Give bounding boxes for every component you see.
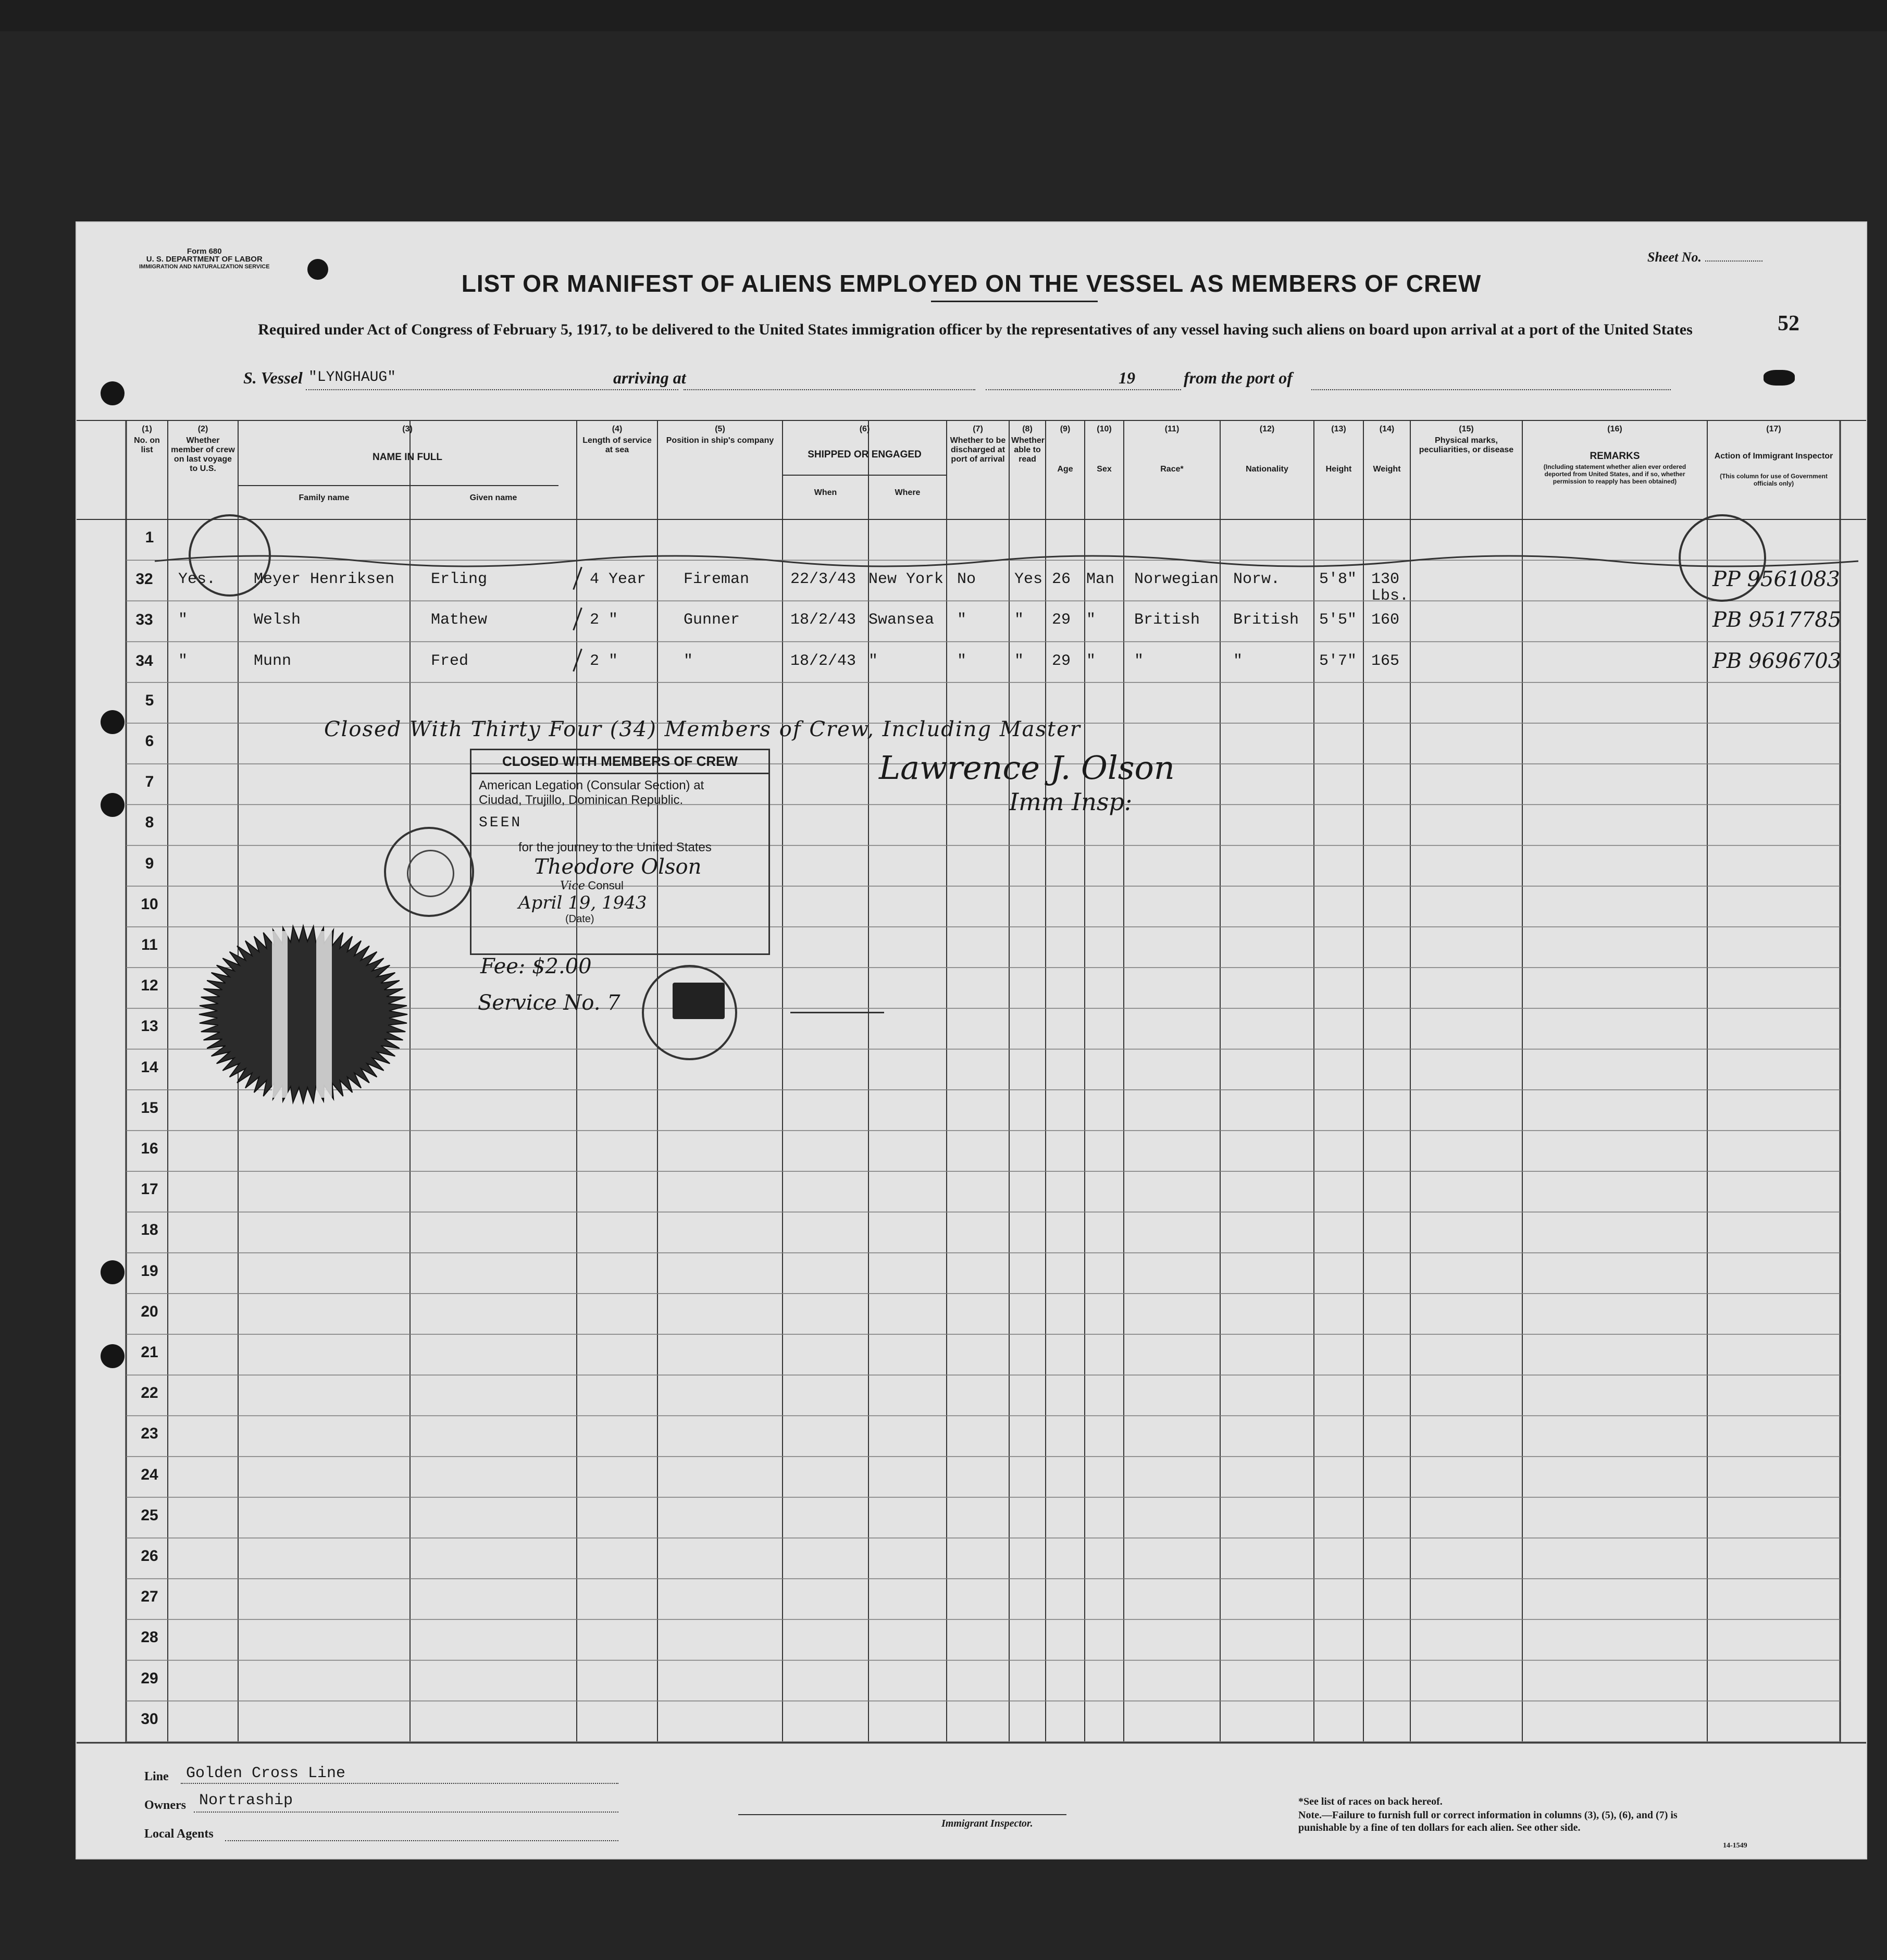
scan-mark xyxy=(1764,370,1795,386)
stamp-date-label: (Date) xyxy=(565,913,594,925)
crew-given: Mathew xyxy=(431,611,488,629)
crew-race: " xyxy=(1134,652,1144,670)
immigrant-inspector-label: Immigrant Inspector. xyxy=(941,1818,1033,1829)
stamp-date-value: April 19, 1943 xyxy=(518,892,647,913)
stamp-consul: Consul xyxy=(588,879,624,892)
col-header-num-c9: (9) xyxy=(1060,425,1071,433)
page-title: LIST OR MANIFEST OF ALIENS EMPLOYED ON THE VESSEL AS MEMBERS OF CREW xyxy=(461,270,1482,297)
vessel-name: "LYNGHAUG" xyxy=(308,369,396,386)
manifest-sheet xyxy=(76,221,1867,1859)
row-number: 7 xyxy=(145,773,154,791)
department-name: U. S. DEPARTMENT OF LABOR xyxy=(146,255,263,264)
row-number: 16 xyxy=(141,1140,158,1157)
binder-hole xyxy=(101,710,125,734)
row-number: 20 xyxy=(141,1302,158,1320)
col-header-c1: No. on list xyxy=(134,436,160,454)
crew-weight: 130 xyxy=(1371,570,1400,589)
crew-service: 2 " xyxy=(590,652,618,670)
crew-discharged: No xyxy=(957,570,976,589)
consul-signature: Theodore Olson xyxy=(534,855,702,879)
local-agents-label: Local Agents xyxy=(144,1827,214,1841)
crew-given: Fred xyxy=(431,652,469,670)
crew-sex: " xyxy=(1086,611,1096,629)
stamp-heading: CLOSED WITH MEMBERS OF CREW xyxy=(471,750,768,774)
col-header-num-c11: (11) xyxy=(1164,425,1180,433)
col-header-c3b: Given name xyxy=(469,493,517,502)
consular-stamp xyxy=(470,749,770,955)
crew-age: 29 xyxy=(1052,652,1071,670)
crew-race: Norwegian xyxy=(1134,570,1219,589)
fee-stamp xyxy=(673,983,725,1019)
row-number: 9 xyxy=(145,854,154,872)
crew-family: Munn xyxy=(254,652,292,670)
stamp-vice: Vice xyxy=(560,879,585,892)
stamp-city: Ciudad, Trujillo, Dominican Republic. xyxy=(479,793,684,807)
crew-last-voyage: " xyxy=(178,652,188,670)
col-header-c6a: When xyxy=(814,488,837,497)
row-number: 8 xyxy=(145,814,154,832)
from-port-label: from the port of xyxy=(1184,368,1293,387)
col-header-c7: Whether to be discharged at port of arrival xyxy=(950,436,1006,464)
year-label: 19 xyxy=(1119,368,1135,387)
consular-seal xyxy=(384,827,474,917)
stamp-journey: for the journey to the United States xyxy=(518,840,712,854)
col-header-num-c14: (14) xyxy=(1379,425,1395,433)
penalty-note: Note.—Failure to furnish full or correct information in columns (3), (5), (6), and (7) is punishable by a fine of ten dollars for each alien. See other side. xyxy=(1298,1809,1678,1833)
col-header-num-c13: (13) xyxy=(1331,425,1346,433)
crew-no: 34 xyxy=(135,652,153,669)
crew-given: Erling xyxy=(431,570,488,589)
line-underline xyxy=(181,1783,618,1784)
row-number: 21 xyxy=(141,1344,158,1361)
sheet-number-label: Sheet No. xyxy=(1647,250,1702,265)
fee-note: Fee: $2.00 xyxy=(480,954,592,978)
row-number: 17 xyxy=(141,1181,158,1198)
col-header-c2: Whether member of crew on last voyage to U.S. xyxy=(171,436,235,473)
crew-service: 4 Year xyxy=(590,570,647,589)
crew-where: New York xyxy=(868,570,944,589)
binder-hole xyxy=(101,1260,125,1284)
col-header-num-c8: (8) xyxy=(1022,425,1033,433)
row-number: 10 xyxy=(141,895,158,913)
stamp-legation: American Legation (Consular Section) at xyxy=(479,778,704,792)
binder-hole xyxy=(307,259,328,280)
race-note: *See list of races on back hereof. xyxy=(1298,1796,1443,1807)
crew-sex: " xyxy=(1086,652,1096,670)
col-header-num-c2: (2) xyxy=(197,425,208,433)
col-header-num-c10: (10) xyxy=(1097,425,1112,433)
col-header-c11: Race* xyxy=(1160,465,1184,474)
row-number: 24 xyxy=(141,1466,158,1483)
row-number: 26 xyxy=(141,1547,158,1565)
crew-height: 5'8" xyxy=(1319,570,1357,589)
col-header-num-c1: (1) xyxy=(142,425,152,433)
binder-hole xyxy=(101,381,125,405)
col-header-num-c5: (5) xyxy=(715,425,725,433)
crew-action: PB 9696703 xyxy=(1712,649,1842,673)
owners-underline xyxy=(194,1812,618,1813)
form-number: Form 680 xyxy=(187,247,222,256)
crew-age: 26 xyxy=(1052,570,1071,589)
crew-sex: Man xyxy=(1086,570,1115,589)
crew-service: 2 " xyxy=(590,611,618,629)
crew-action: PP 9561083 xyxy=(1712,567,1840,592)
scan-top-strip xyxy=(0,0,1887,31)
inspector-signature-line xyxy=(738,1814,1066,1815)
inspector-signature: Lawrence J. Olson xyxy=(879,749,1175,787)
service-name: IMMIGRATION AND NATURALIZATION SERVICE xyxy=(139,264,270,270)
col-header-c17: Action of Immigrant Inspector xyxy=(1714,452,1833,461)
col-header-num-c16: (16) xyxy=(1607,425,1622,433)
crew-where: Swansea xyxy=(868,611,935,629)
col-header-c13: Height xyxy=(1325,465,1352,474)
row-number: 15 xyxy=(141,1099,158,1117)
col-header-c5: Position in ship's company xyxy=(666,436,774,445)
col-header-c12: Nationality xyxy=(1246,465,1288,474)
service-number: Service No. 7 xyxy=(478,991,620,1015)
crew-when: 18/2/43 xyxy=(790,652,856,670)
crew-discharged: " xyxy=(957,652,967,670)
col-header-c16-sub: (Including statement whether alien ever ordered deported from United States, and if so, whether permission to reapply has been obtained) xyxy=(1543,463,1686,485)
print-code: 14-1549 xyxy=(1723,1842,1747,1850)
service-number-line xyxy=(790,1012,884,1013)
row-number: 14 xyxy=(141,1058,158,1076)
col-header-c9: Age xyxy=(1057,465,1073,474)
col-header-c10: Sex xyxy=(1097,465,1112,474)
row-number: 30 xyxy=(141,1710,158,1728)
ribbon-seal xyxy=(189,921,418,1108)
crew-nationality: British xyxy=(1233,611,1299,629)
col-header-c16: REMARKS xyxy=(1590,451,1640,462)
vessel-label: S. Vessel xyxy=(243,368,303,387)
row-number: 13 xyxy=(141,1018,158,1035)
page-number: 52 xyxy=(1778,312,1799,336)
col-header-num-c17: (17) xyxy=(1766,425,1781,433)
crew-where: " xyxy=(868,652,878,670)
crew-read: Yes xyxy=(1014,570,1043,589)
row-number: 11 xyxy=(141,936,158,953)
crew-race: British xyxy=(1134,611,1200,629)
arriving-label: arriving at xyxy=(613,368,686,387)
crew-nationality: Norw. xyxy=(1233,570,1281,589)
row-number: 22 xyxy=(141,1384,158,1402)
col-header-c15: Physical marks, peculiarities, or disease xyxy=(1419,436,1514,454)
crew-weight: 165 xyxy=(1371,652,1400,670)
closed-note: Closed With Thirty Four (34) Members of Crew, Including Master xyxy=(324,717,1081,741)
col-header-num-c4: (4) xyxy=(612,425,623,433)
crew-discharged: " xyxy=(957,611,967,629)
row-number: 25 xyxy=(141,1506,158,1524)
row-number: 18 xyxy=(141,1221,158,1239)
crew-height: 5'5" xyxy=(1319,611,1357,629)
crew-no: 33 xyxy=(135,611,153,629)
crew-position: Gunner xyxy=(684,611,740,629)
crew-read: " xyxy=(1014,611,1024,629)
inspector-title: Imm Insp: xyxy=(1009,788,1133,816)
crew-read: " xyxy=(1014,652,1024,670)
col-header-c17-sub: (This column for use of Government officials only) xyxy=(1720,473,1828,487)
col-header-c8: Whether able to read xyxy=(1011,436,1045,464)
crew-no: 32 xyxy=(135,570,153,588)
crew-last-voyage: Yes. xyxy=(178,570,216,589)
owners-label: Owners xyxy=(144,1798,186,1812)
crew-position: Fireman xyxy=(684,570,750,589)
row-number: 19 xyxy=(141,1262,158,1280)
weight-unit: Lbs. xyxy=(1371,587,1409,605)
col-header-c3: NAME IN FULL xyxy=(372,452,443,463)
binder-hole xyxy=(101,1344,125,1368)
owners-value: Nortraship xyxy=(199,1792,293,1809)
row-number: 6 xyxy=(145,733,154,750)
col-header-num-c15: (15) xyxy=(1459,425,1474,433)
row-number: 28 xyxy=(141,1629,158,1646)
crew-height: 5'7" xyxy=(1319,652,1357,670)
row-number: 1 xyxy=(145,529,154,546)
col-header-c3a: Family name xyxy=(299,493,350,502)
col-header-num-c6: (6) xyxy=(859,425,870,433)
crew-age: 29 xyxy=(1052,611,1071,629)
line-label: Line xyxy=(144,1770,169,1783)
stamp-seen: SEEN xyxy=(479,815,523,831)
crew-last-voyage: " xyxy=(178,611,188,629)
crew-family: Meyer Henriksen xyxy=(254,570,395,589)
col-header-c6b: Where xyxy=(895,488,921,497)
col-header-num-c12: (12) xyxy=(1259,425,1275,433)
row-number: 5 xyxy=(145,691,154,709)
row-number: 29 xyxy=(141,1669,158,1687)
col-header-c4: Length of service at sea xyxy=(582,436,652,454)
crew-nationality: " xyxy=(1233,652,1243,670)
row-number: 27 xyxy=(141,1588,158,1606)
local-agents-underline xyxy=(225,1840,618,1841)
crew-weight: 160 xyxy=(1371,611,1400,629)
crew-position: " xyxy=(684,652,693,670)
col-header-num-c3: (3) xyxy=(402,425,413,433)
fee-seal xyxy=(642,965,737,1060)
crew-when: 22/3/43 xyxy=(790,570,856,589)
col-header-c14: Weight xyxy=(1373,465,1401,474)
row-number: 12 xyxy=(141,977,158,995)
page-subtitle: Required under Act of Congress of February 5, 1917, to be delivered to the United States immigration officer by the representatives of any vessel having such aliens on board upon arrival at a port of the United States xyxy=(258,321,1693,338)
crew-family: Welsh xyxy=(254,611,301,629)
binder-hole xyxy=(101,793,125,817)
col-header-num-c7: (7) xyxy=(973,425,983,433)
row-number: 23 xyxy=(141,1425,158,1443)
line-value: Golden Cross Line xyxy=(186,1765,346,1782)
crew-when: 18/2/43 xyxy=(790,611,856,629)
col-header-c6: SHIPPED OR ENGAGED xyxy=(808,449,922,460)
crew-action: PB 9517785 xyxy=(1712,608,1842,632)
